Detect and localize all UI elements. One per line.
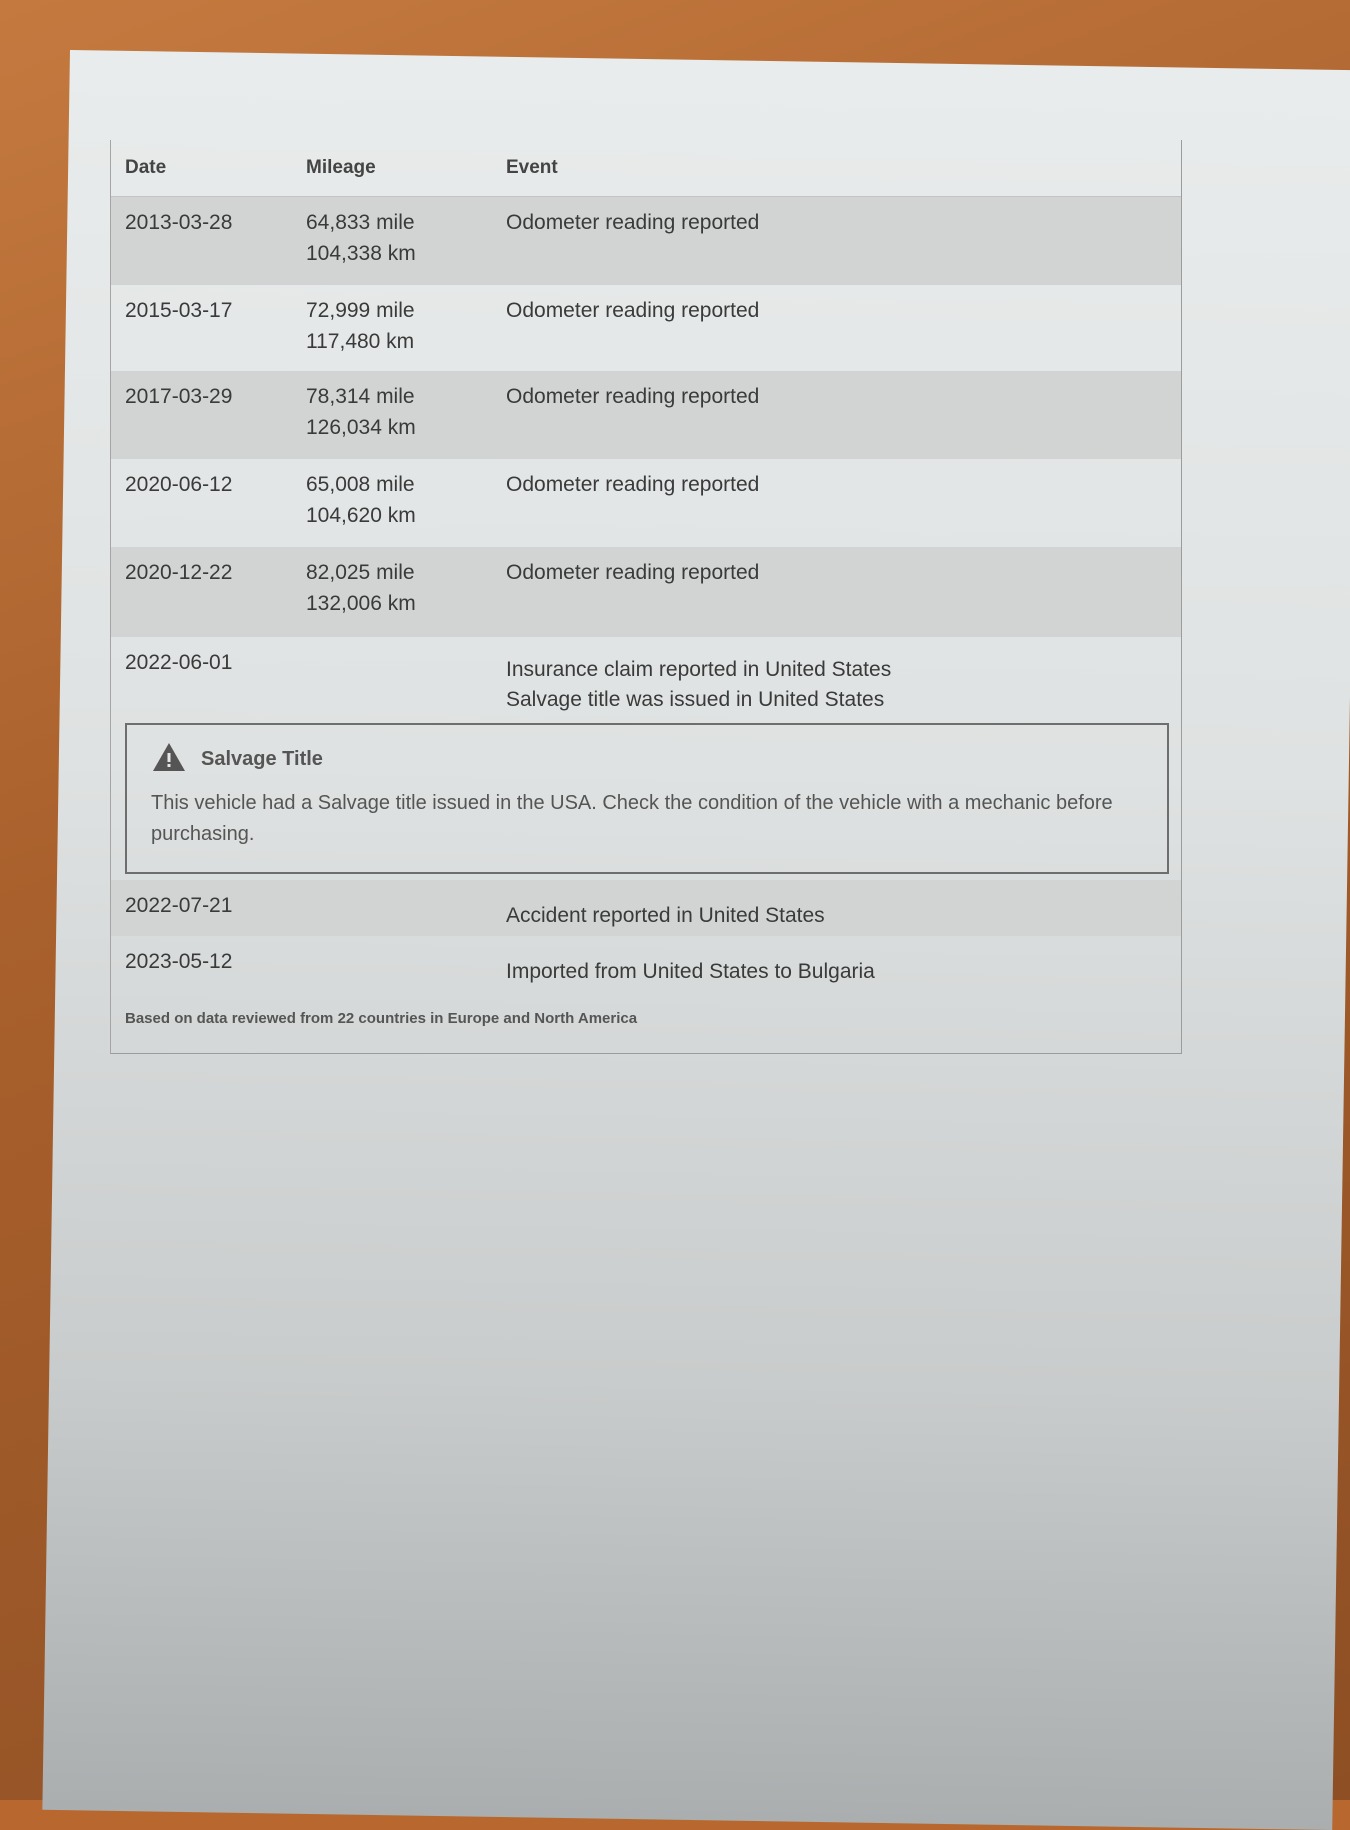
row-event: Odometer reading reported bbox=[506, 473, 760, 496]
alert-header bbox=[151, 741, 1143, 778]
row-mileage bbox=[306, 295, 506, 357]
row-event bbox=[506, 647, 1181, 715]
row-date: 2017-03-29 bbox=[125, 385, 233, 408]
mileage-miles: 78,314 mile bbox=[306, 385, 415, 408]
row-event: Odometer reading reported bbox=[506, 299, 760, 322]
row-event: Imported from United States to Bulgaria bbox=[506, 960, 875, 983]
mileage-km: 104,338 km bbox=[306, 242, 416, 265]
mileage-km: 104,620 km bbox=[306, 504, 416, 527]
header-mileage: Mileage bbox=[306, 157, 376, 178]
row-date: 2020-12-22 bbox=[125, 561, 233, 584]
row-mileage bbox=[306, 469, 506, 531]
header-event: Event bbox=[506, 157, 558, 178]
row-event: Odometer reading reported bbox=[506, 385, 760, 408]
row-mileage bbox=[306, 381, 506, 443]
table-row bbox=[111, 880, 1181, 936]
row-event: Accident reported in United States bbox=[506, 904, 825, 927]
row-date: 2013-03-28 bbox=[125, 211, 233, 234]
mileage-km: 126,034 km bbox=[306, 416, 416, 439]
row-mileage bbox=[306, 207, 506, 269]
table-row bbox=[111, 459, 1181, 547]
row-mileage bbox=[306, 557, 506, 619]
mileage-km: 117,480 km bbox=[306, 330, 415, 353]
row-date: 2022-06-01 bbox=[125, 651, 233, 674]
mileage-km: 132,006 km bbox=[306, 592, 416, 615]
row-date: 2015-03-17 bbox=[125, 299, 233, 322]
alert-body: This vehicle had a Salvage title issued in the USA. Check the condition of the vehicle with a mechanic before purchasing. bbox=[151, 792, 1113, 845]
row-event: Odometer reading reported bbox=[506, 561, 760, 584]
table-header bbox=[111, 140, 1181, 197]
row-date: 2020-06-12 bbox=[125, 473, 233, 496]
row-event: Odometer reading reported bbox=[506, 211, 760, 234]
mileage-miles: 72,999 mile bbox=[306, 299, 415, 322]
mileage-miles: 64,833 mile bbox=[306, 211, 415, 234]
table-row bbox=[111, 285, 1181, 371]
row-date: 2023-05-12 bbox=[125, 950, 233, 973]
salvage-title-alert bbox=[125, 723, 1169, 874]
data-source-footnote: Based on data reviewed from 22 countries in Europe and North America bbox=[125, 1010, 638, 1027]
row-date: 2022-07-21 bbox=[125, 894, 233, 917]
alert-title: Salvage Title bbox=[201, 748, 323, 770]
table-row bbox=[111, 936, 1181, 992]
table-row bbox=[111, 637, 1181, 717]
event-salvage-title: Salvage title was issued in United States bbox=[506, 688, 885, 711]
mileage-miles: 82,025 mile bbox=[306, 561, 415, 584]
vehicle-history-report bbox=[110, 140, 1182, 1054]
event-insurance-claim: Insurance claim reported in United States bbox=[506, 658, 892, 681]
table-row bbox=[111, 547, 1181, 637]
warning-icon bbox=[151, 741, 187, 778]
table-row bbox=[111, 197, 1181, 285]
mileage-miles: 65,008 mile bbox=[306, 473, 415, 496]
table-row bbox=[111, 371, 1181, 459]
header-date: Date bbox=[125, 157, 167, 178]
